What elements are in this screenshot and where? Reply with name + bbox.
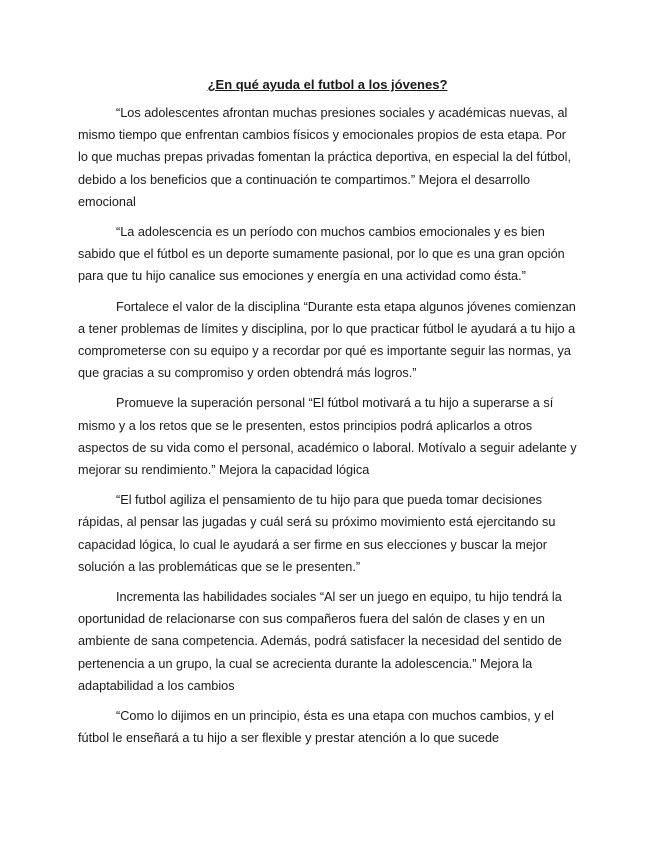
paragraph-emotions: “La adolescencia es un período con muchos cambios emocionales y es bien sabido que el fútbol es un deporte sumamente pasional, por lo que es una gran opción para que tu hijo canalice sus emociones y energía en una actividad como ésta.”: [78, 225, 565, 284]
paragraph-logical-capacity: “El futbol agiliza el pensamiento de tu hijo para que pueda tomar decisiones rápidas, al pensar las jugadas y cuál será su próximo movimiento está ejercitando su capacidad lógica, lo cual le ayudará a ser firme en sus elecciones y buscar la mejor solución a las problemáticas que se le presenten.”: [78, 493, 556, 574]
paragraph-social-skills: Incrementa las habilidades sociales “Al ser un juego en equipo, tu hijo tendrá la oportunidad de relacionarse con sus compañeros fuera del salón de clases y en un ambiente de sana competencia. Además, podrá satisfacer la necesidad del sentido de pertenencia a un grupo, la cual se acrecienta durante la adolescencia.” Mejora la adaptabilidad a los cambios: [78, 590, 562, 693]
document-title: ¿En qué ayuda el futbol a los jóvenes?: [207, 77, 448, 92]
paragraph-emotional-development: “Los adolescentes afrontan muchas presiones sociales y académicas nuevas, al mismo tiempo que enfrentan cambios físicos y emocionales propios de esta etapa. Por lo que muchas prepas privadas fomentan la práctica deportiva, en especial la del fútbol, debido a los beneficios que a continuación te compartimos.” Mejora el desarrollo emocional: [78, 106, 571, 209]
paragraph-adaptability: “Como lo dijimos en un principio, ésta es una etapa con muchos cambios, y el fútbol le enseñará a tu hijo a ser flexible y prestar atención a lo que sucede: [78, 709, 554, 746]
paragraph-discipline: Fortalece el valor de la disciplina “Durante esta etapa algunos jóvenes comienzan a tener problemas de límites y disciplina, por lo que practicar fútbol le ayudará a tu hijo a comprometerse con su equipo y a recordar por qué es importante seguir las normas, ya que gracias a su compromiso y orden obtendrá más logros.”: [78, 299, 576, 381]
document-body: [78, 102, 578, 757]
paragraph-personal-growth: Promueve la superación personal “El fútbol motivará a tu hijo a superarse a sí mismo y a los retos que se le presenten, estos principios podrá aplicarlos a otros aspectos de su vida como el personal, académico o laboral. Motívalo a seguir adelante y mejorar su rendimiento.” Mejora la capacidad lógica: [78, 396, 577, 478]
